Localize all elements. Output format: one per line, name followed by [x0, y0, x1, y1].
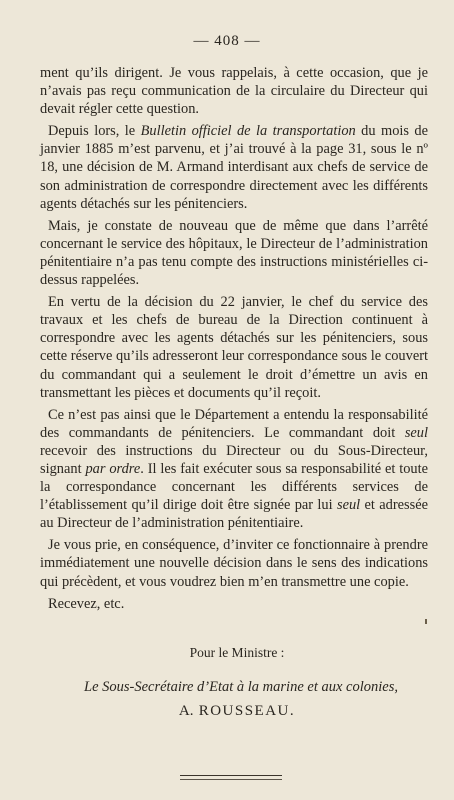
bottom-rule: [180, 775, 282, 776]
signature-title: Le Sous-Secrétaire d’Etat à la marine et aux colonies,: [84, 679, 398, 695]
letter-body: [40, 64, 428, 617]
paragraph-3: Mais, je constate de nouveau que de même que dans l’arrêté concernant le service des hôpitaux, le Directeur de l’administration pénitentiaire n’a pas tenu compte des instructions ministérielles ci-dessus rappelées.: [40, 217, 428, 289]
closing-formula: Recevez, etc.: [48, 595, 125, 612]
paragraph-2: Depuis lors, le Bulletin officiel de la transportation du mois de janvier 1885 m’est parvenu, et j’ai trouvé à la page 31, sous le nº 18, une décision de M. Armand interdisant aux chefs de service de son administration de correspondre directement avec les différents agents détachés sur les pénitenciers.: [40, 123, 428, 212]
signature-intro: Pour le Ministre :: [189, 645, 285, 660]
paragraph-1: ment qu’ils dirigent. Je vous rappelais, à cette occasion, que je n’avais pas reçu communication de la circulaire du Directeur qui devait régler cette question.: [40, 65, 428, 118]
paragraph-4: En vertu de la décision du 22 janvier, le chef du service des travaux et les chefs de bureau de la Direction continuent à correspondre avec les agents détachés sur les pénitenciers, sous cette réserve qu’ils adresseront leur correspondance sous le couvert du commandant qui a seulement le droit d’émettre un avis en transmettant les pièces et documents qu’il reçoit.: [40, 294, 428, 401]
paragraph-5: Ce n’est pas ainsi que le Département a entendu la responsabilité des commandants de pénitenciers. Le commandant doit seul recevoir des instructions du Directeur ou du Sous-Directeur, signant par ordre. Il les fait exécuter sous sa responsabilité et toute la correspondance concernant les différents services de l’établissement qu’il dirige doit être signée par lui seul et adressée au Directeur de l’administration pénitentiaire.: [40, 406, 429, 532]
paragraph-6: Je vous prie, en conséquence, d’inviter ce fonctionnaire à prendre immédiatement une nouvelle décision dans le sens des indications qui précèdent, et vous voudrez bien m’en transmettre une copie.: [40, 537, 428, 590]
signature-name: A. ROUSSEAU.: [178, 703, 296, 719]
ink-mark: [425, 619, 427, 624]
page-number: — 408 —: [193, 33, 261, 49]
signature-block: [0, 645, 454, 720]
bottom-rule-thin: [180, 779, 282, 780]
